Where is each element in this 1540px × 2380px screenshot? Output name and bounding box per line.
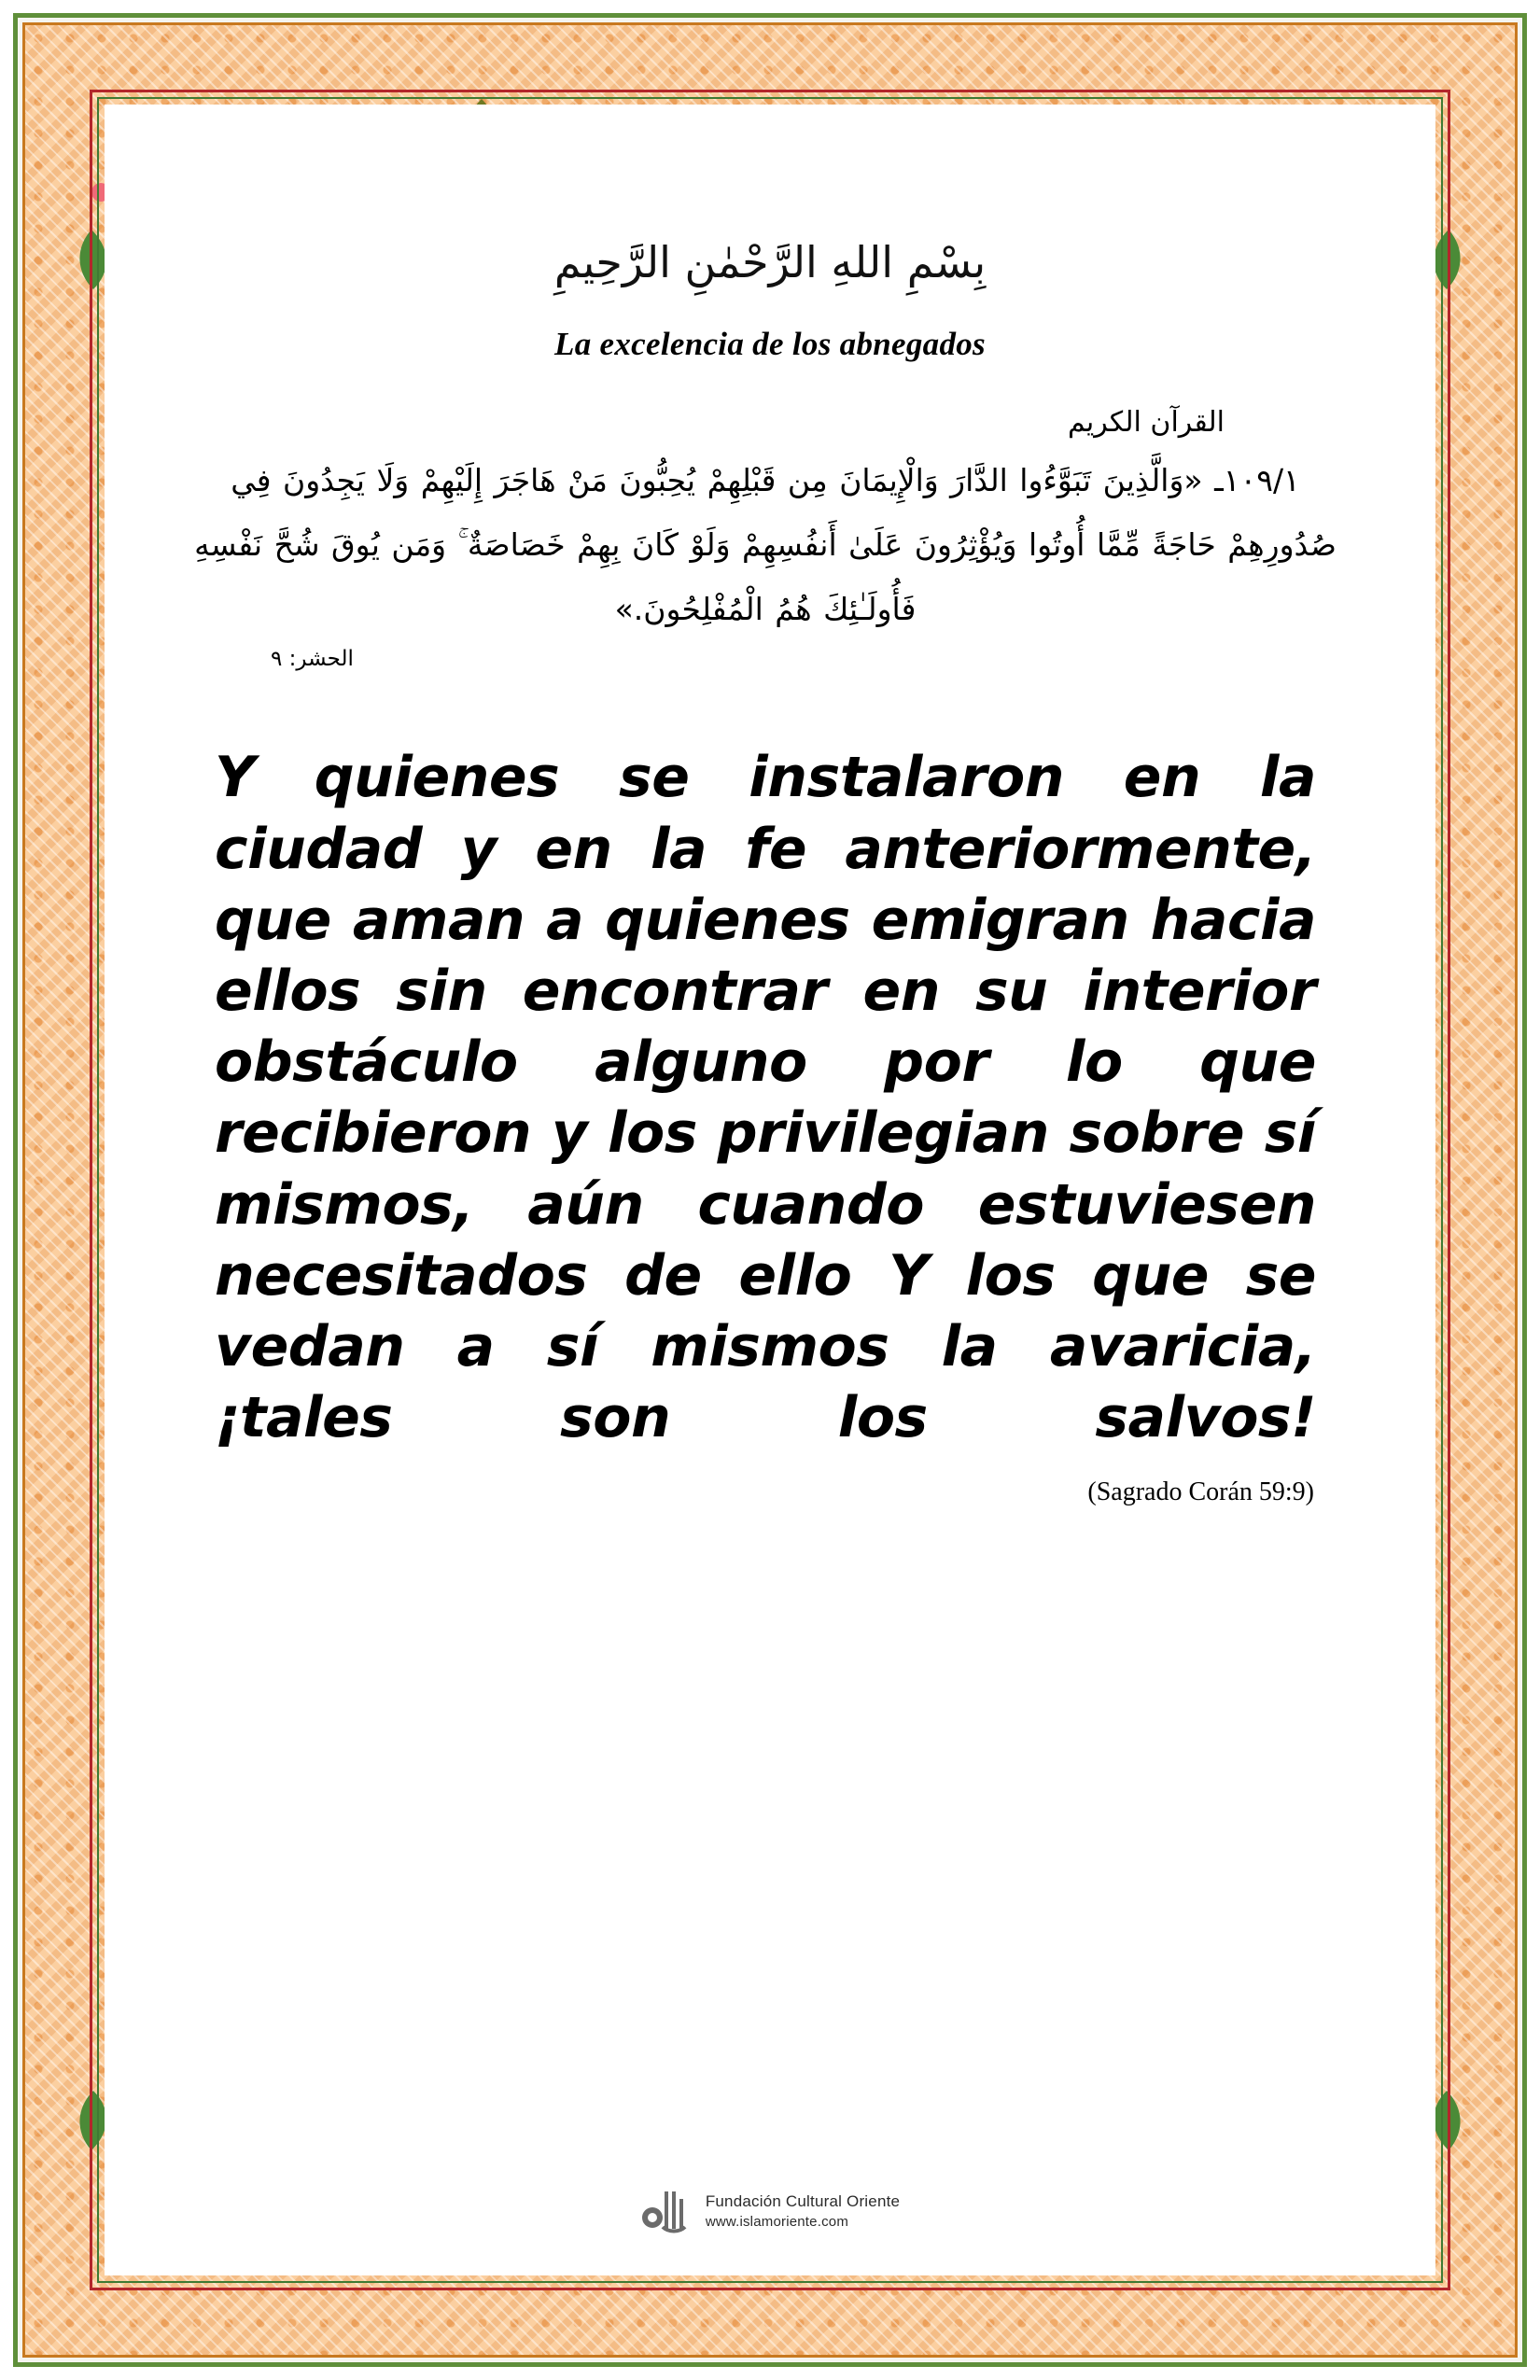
quran-label: القرآن الكريم <box>1067 405 1225 439</box>
footer-organization: Fundación Cultural Oriente <box>705 2192 901 2211</box>
arabic-calligraphy-logo-icon <box>640 2186 694 2238</box>
verse-number-marker: ١٠٩/١ـ <box>1214 461 1300 498</box>
arabic-verse-block <box>168 448 1372 642</box>
basmala-calligraphy: بِسْمِ اللهِ الرَّحْمٰنِ الرَّحِيمِ <box>553 237 987 287</box>
footer-text-block <box>706 2191 900 2232</box>
spanish-translation: Y quienes se instalaron en la ciudad y en la fe anteriormente, que aman a quienes emigran hacia ellos sin encontrar en su interior obstáculo alguno por lo que recibieron y los privilegian sobre sí mismos, aún cuando estuviesen necesitados de ello Y los que se vedan a sí mismos la avaricia, ¡tales son los salvos! <box>215 745 1316 1451</box>
page-title: La excelencia de los abnegados <box>554 325 986 362</box>
arabic-verse-reference: الحشر: ٩ <box>271 647 354 672</box>
source-citation: (Sagrado Corán 59:9) <box>1087 1477 1314 1507</box>
document-content <box>168 224 1372 2193</box>
arabic-verse-text: «وَالَّذِينَ تَبَوَّءُوا الدَّارَ وَالْإِيمَانَ مِن قَبْلِهِمْ يُحِبُّونَ مَنْ هَاجَرَ إِلَيْهِمْ وَلَا يَجِدُونَ فِي صُدُورِهِمْ حَاجَةً مِّمَّا أُوتُوا وَيُؤْثِرُونَ عَلَىٰ أَنفُسِهِمْ وَلَوْ كَانَ بِهِمْ خَصَاصَةٌ ۚ وَمَن يُوقَ شُحَّ نَفْسِهِ فَأُولَـٰئِكَ هُمُ الْمُفْلِحُونَ.» <box>194 461 1337 628</box>
footer-credit <box>0 2186 1540 2238</box>
footer-website[interactable]: www.islamoriente.com <box>705 2214 849 2231</box>
